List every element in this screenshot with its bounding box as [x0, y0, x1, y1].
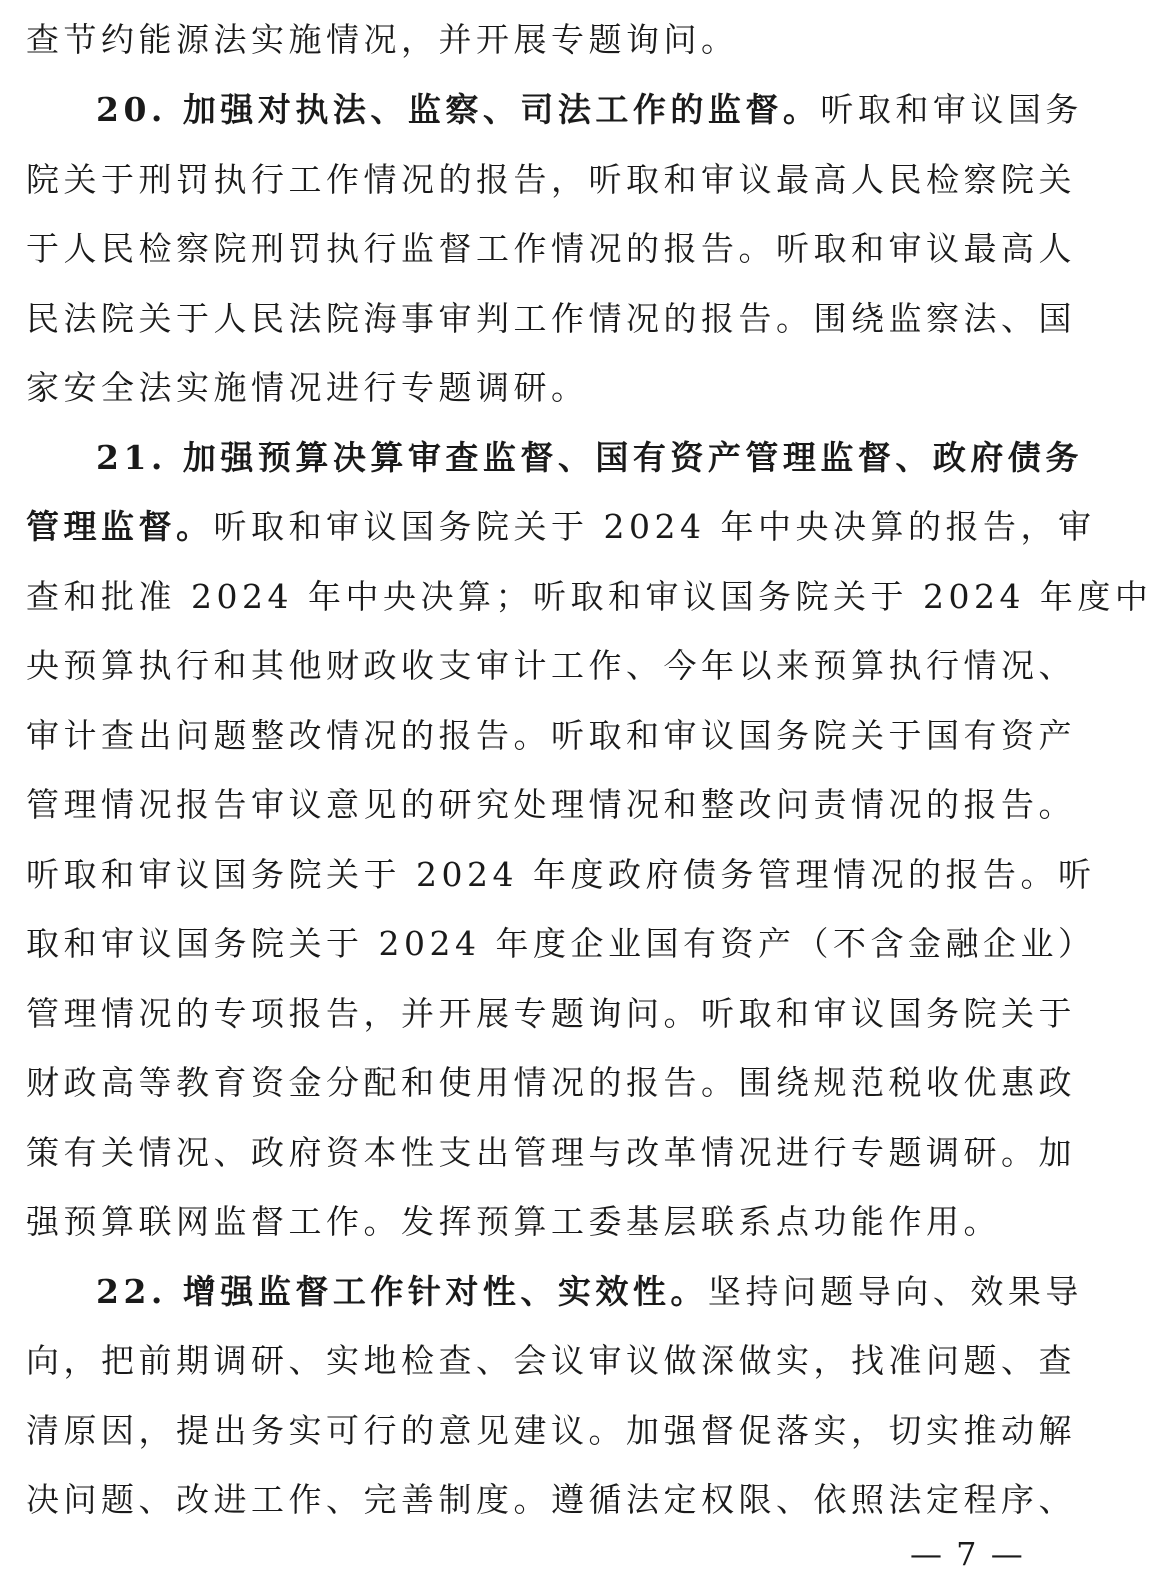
paragraph-20-line-4: 民法院关于人民法院海事审判工作情况的报告。围绕监察法、国 — [26, 299, 1076, 338]
paragraph-22-line-1-rest: 坚持问题导向、效果导 — [707, 1272, 1083, 1311]
paragraph-21-line-12: 强预算联网监督工作。发挥预算工委基层联系点功能作用。 — [26, 1202, 1001, 1241]
paragraph-21-line-9: 管理情况的专项报告，并开展专题询问。听取和审议国务院关于 — [26, 994, 1076, 1033]
paragraph-20-line-1-rest: 听取和审议国务 — [820, 90, 1083, 129]
paragraph-21-line-5: 审计查出问题整改情况的报告。听取和审议国务院关于国有资产 — [26, 716, 1076, 755]
paragraph-19-line-1: 查节约能源法实施情况，并开展专题询问。 — [26, 20, 739, 59]
paragraph-21-line-6: 管理情况报告审议意见的研究处理情况和整改问责情况的报告。 — [26, 785, 1076, 824]
paragraph-20-line-5: 家安全法实施情况进行专题调研。 — [26, 368, 589, 407]
paragraph-22-line-1 — [96, 1268, 1083, 1316]
paragraph-21-line-3: 查和批准 2024 年中央决算；听取和审议国务院关于 2024 年度中 — [26, 577, 1152, 616]
paragraph-22-line-2: 向，把前期调研、实地检查、会议审议做深做实，找准问题、查 — [26, 1341, 1076, 1380]
paragraph-20-line-2: 院关于刑罚执行工作情况的报告，听取和审议最高人民检察院关 — [26, 160, 1076, 199]
paragraph-21-line-10: 财政高等教育资金分配和使用情况的报告。围绕规范税收优惠政 — [26, 1063, 1076, 1102]
paragraph-20-line-1 — [96, 86, 1083, 134]
paragraph-21-heading-line-2: 管理监督。 — [26, 507, 214, 546]
paragraph-21-heading-line-1: 21. 加强预算决算审查监督、国有资产管理监督、政府债务 — [96, 438, 1083, 477]
paragraph-21-line-7: 听取和审议国务院关于 2024 年度政府债务管理情况的报告。听 — [26, 855, 1096, 894]
paragraph-21-line-4: 央预算执行和其他财政收支审计工作、今年以来预算执行情况、 — [26, 646, 1076, 685]
paragraph-21-line-2-rest: 听取和审议国务院关于 2024 年中央决算的报告，审 — [213, 507, 1096, 546]
paragraph-21-line-8: 取和审议国务院关于 2024 年度企业国有资产（不含金融企业） — [26, 924, 1096, 963]
paragraph-22-heading: 22. 增强监督工作针对性、实效性。 — [96, 1272, 708, 1311]
paragraph-21-line-2 — [26, 503, 1096, 551]
paragraph-20-line-3: 于人民检察院刑罚执行监督工作情况的报告。听取和审议最高人 — [26, 229, 1076, 268]
page-number: — 7 — — [910, 1535, 1025, 1573]
paragraph-20-heading: 20. 加强对执法、监察、司法工作的监督。 — [96, 90, 821, 129]
paragraph-22-line-3: 清原因，提出务实可行的意见建议。加强督促落实，切实推动解 — [26, 1411, 1076, 1450]
paragraph-21-line-11: 策有关情况、政府资本性支出管理与改革情况进行专题调研。加 — [26, 1133, 1076, 1172]
paragraph-22-line-4: 决问题、改进工作、完善制度。遵循法定权限、依照法定程序、 — [26, 1480, 1076, 1519]
